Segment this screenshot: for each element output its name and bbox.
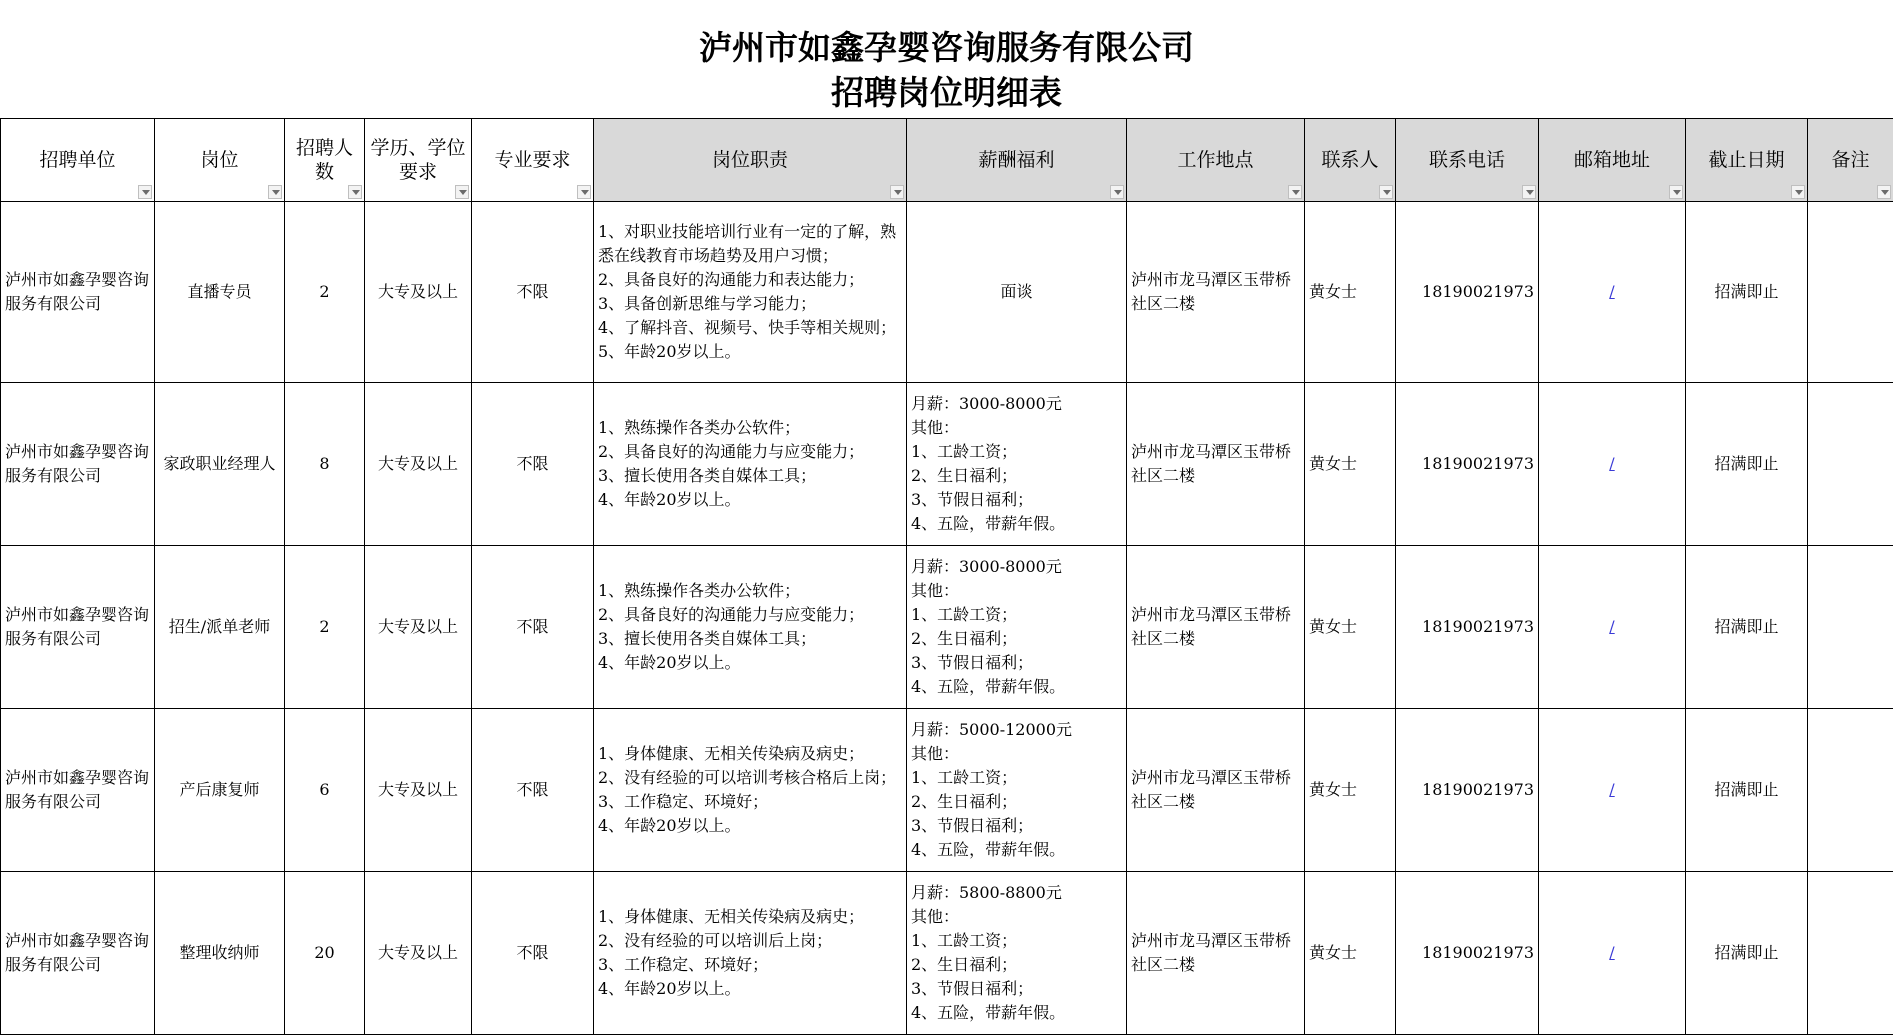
cell-salary: 月薪：3000-8000元 其他： 1、工龄工资； 2、生日福利； 3、节假日福利； 4、五险，带薪年假。 xyxy=(907,546,1127,709)
filter-dropdown-icon[interactable] xyxy=(1379,185,1393,199)
table-row xyxy=(1,872,1893,1035)
header-row xyxy=(1,119,1893,202)
cell-location: 泸州市龙马潭区玉带桥社区二楼 xyxy=(1127,709,1305,872)
cell-deadline: 招满即止 xyxy=(1686,709,1808,872)
table-row xyxy=(1,383,1893,546)
cell-education: 大专及以上 xyxy=(365,202,472,383)
cell-duties: 1、熟练操作各类办公软件； 2、具备良好的沟通能力与应变能力； 3、擅长使用各类自媒体工具； 4、年龄20岁以上。 xyxy=(594,383,907,546)
cell-count: 20 xyxy=(285,872,365,1035)
cell-location: 泸州市龙马潭区玉带桥社区二楼 xyxy=(1127,383,1305,546)
cell-position: 家政职业经理人 xyxy=(155,383,285,546)
cell-count: 2 xyxy=(285,546,365,709)
cell-unit: 泸州市如鑫孕婴咨询服务有限公司 xyxy=(1,383,155,546)
header-position: 岗位 xyxy=(155,119,285,202)
cell-unit: 泸州市如鑫孕婴咨询服务有限公司 xyxy=(1,546,155,709)
cell-position: 招生/派单老师 xyxy=(155,546,285,709)
cell-count: 6 xyxy=(285,709,365,872)
header-location: 工作地点 xyxy=(1127,119,1305,202)
cell-contact: 黄女士 xyxy=(1305,546,1396,709)
cell-deadline: 招满即止 xyxy=(1686,546,1808,709)
cell-contact: 黄女士 xyxy=(1305,383,1396,546)
cell-contact: 黄女士 xyxy=(1305,872,1396,1035)
filter-dropdown-icon[interactable] xyxy=(455,185,469,199)
filter-dropdown-icon[interactable] xyxy=(348,185,362,199)
cell-duties: 1、熟练操作各类办公软件； 2、具备良好的沟通能力与应变能力； 3、擅长使用各类自媒体工具； 4、年龄20岁以上。 xyxy=(594,546,907,709)
cell-education: 大专及以上 xyxy=(365,709,472,872)
cell-remark xyxy=(1808,872,1893,1035)
header-deadline: 截止日期 xyxy=(1686,119,1808,202)
header-duties: 岗位职责 xyxy=(594,119,907,202)
cell-location: 泸州市龙马潭区玉带桥社区二楼 xyxy=(1127,872,1305,1035)
cell-major: 不限 xyxy=(472,546,594,709)
cell-major: 不限 xyxy=(472,872,594,1035)
cell-position: 整理收纳师 xyxy=(155,872,285,1035)
cell-position: 产后康复师 xyxy=(155,709,285,872)
duties-text: 1、对职业技能培训行业有一定的了解，熟悉在线教育市场趋势及用户习惯； 2、具备良好的沟通能力和表达能力； 3、具备创新思维与学习能力； 4、了解抖音、视频号、快手等相关规则； 5、年龄20岁以上。 xyxy=(598,220,902,364)
filter-dropdown-icon[interactable] xyxy=(1522,185,1536,199)
cell-email xyxy=(1539,546,1686,709)
cell-phone: 18190021973 xyxy=(1396,709,1539,872)
cell-contact: 黄女士 xyxy=(1305,202,1396,383)
cell-remark xyxy=(1808,383,1893,546)
filter-dropdown-icon[interactable] xyxy=(268,185,282,199)
cell-unit: 泸州市如鑫孕婴咨询服务有限公司 xyxy=(1,709,155,872)
filter-dropdown-icon[interactable] xyxy=(577,185,591,199)
cell-duties xyxy=(594,202,907,383)
header-contact: 联系人 xyxy=(1305,119,1396,202)
cell-phone: 18190021973 xyxy=(1396,546,1539,709)
filter-dropdown-icon[interactable] xyxy=(138,185,152,199)
cell-duties: 1、身体健康、无相关传染病及病史； 2、没有经验的可以培训考核合格后上岗； 3、工作稳定、环境好； 4、年龄20岁以上。 xyxy=(594,709,907,872)
cell-deadline: 招满即止 xyxy=(1686,383,1808,546)
table-row xyxy=(1,202,1893,383)
cell-count: 2 xyxy=(285,202,365,383)
cell-email xyxy=(1539,709,1686,872)
header-phone: 联系电话 xyxy=(1396,119,1539,202)
cell-email xyxy=(1539,872,1686,1035)
cell-unit: 泸州市如鑫孕婴咨询服务有限公司 xyxy=(1,872,155,1035)
recruitment-table xyxy=(0,118,1893,1035)
filter-dropdown-icon[interactable] xyxy=(1791,185,1805,199)
header-salary: 薪酬福利 xyxy=(907,119,1127,202)
cell-email xyxy=(1539,202,1686,383)
cell-position: 直播专员 xyxy=(155,202,285,383)
email-link[interactable]: / xyxy=(1609,780,1614,799)
cell-email xyxy=(1539,383,1686,546)
cell-education: 大专及以上 xyxy=(365,872,472,1035)
cell-remark xyxy=(1808,709,1893,872)
header-email: 邮箱地址 xyxy=(1539,119,1686,202)
cell-salary: 月薪：5800-8800元 其他： 1、工龄工资； 2、生日福利； 3、节假日福利； 4、五险，带薪年假。 xyxy=(907,872,1127,1035)
cell-salary: 月薪：3000-8000元 其他： 1、工龄工资； 2、生日福利； 3、节假日福利； 4、五险，带薪年假。 xyxy=(907,383,1127,546)
filter-dropdown-icon[interactable] xyxy=(1877,185,1891,199)
header-major: 专业要求 xyxy=(472,119,594,202)
cell-deadline: 招满即止 xyxy=(1686,872,1808,1035)
cell-count: 8 xyxy=(285,383,365,546)
table-title: 招聘岗位明细表 xyxy=(0,70,1893,115)
cell-education: 大专及以上 xyxy=(365,546,472,709)
cell-major: 不限 xyxy=(472,202,594,383)
cell-deadline: 招满即止 xyxy=(1686,202,1808,383)
cell-salary: 面谈 xyxy=(907,202,1127,383)
filter-dropdown-icon[interactable] xyxy=(1288,185,1302,199)
email-link[interactable]: / xyxy=(1609,943,1614,962)
cell-remark xyxy=(1808,546,1893,709)
cell-contact: 黄女士 xyxy=(1305,709,1396,872)
cell-education: 大专及以上 xyxy=(365,383,472,546)
cell-location: 泸州市龙马潭区玉带桥社区二楼 xyxy=(1127,202,1305,383)
header-education: 学历、学位要求 xyxy=(365,119,472,202)
email-link[interactable]: / xyxy=(1609,454,1614,473)
cell-major: 不限 xyxy=(472,709,594,872)
header-count: 招聘人数 xyxy=(285,119,365,202)
header-unit: 招聘单位 xyxy=(1,119,155,202)
document-title xyxy=(0,0,1893,118)
filter-dropdown-icon[interactable] xyxy=(1669,185,1683,199)
filter-dropdown-icon[interactable] xyxy=(890,185,904,199)
company-title: 泸州市如鑫孕婴咨询服务有限公司 xyxy=(0,25,1893,70)
cell-unit: 泸州市如鑫孕婴咨询服务有限公司 xyxy=(1,202,155,383)
cell-phone: 18190021973 xyxy=(1396,202,1539,383)
filter-dropdown-icon[interactable] xyxy=(1110,185,1124,199)
cell-major: 不限 xyxy=(472,383,594,546)
cell-phone: 18190021973 xyxy=(1396,872,1539,1035)
cell-salary: 月薪：5000-12000元 其他： 1、工龄工资； 2、生日福利； 3、节假日福利； 4、五险，带薪年假。 xyxy=(907,709,1127,872)
cell-phone: 18190021973 xyxy=(1396,383,1539,546)
cell-duties: 1、身体健康、无相关传染病及病史； 2、没有经验的可以培训后上岗； 3、工作稳定、环境好； 4、年龄20岁以上。 xyxy=(594,872,907,1035)
cell-location: 泸州市龙马潭区玉带桥社区二楼 xyxy=(1127,546,1305,709)
email-link[interactable]: / xyxy=(1609,617,1614,636)
table-row xyxy=(1,709,1893,872)
cell-remark xyxy=(1808,202,1893,383)
table-row xyxy=(1,546,1893,709)
header-remark: 备注 xyxy=(1808,119,1893,202)
email-link[interactable]: / xyxy=(1609,282,1614,301)
